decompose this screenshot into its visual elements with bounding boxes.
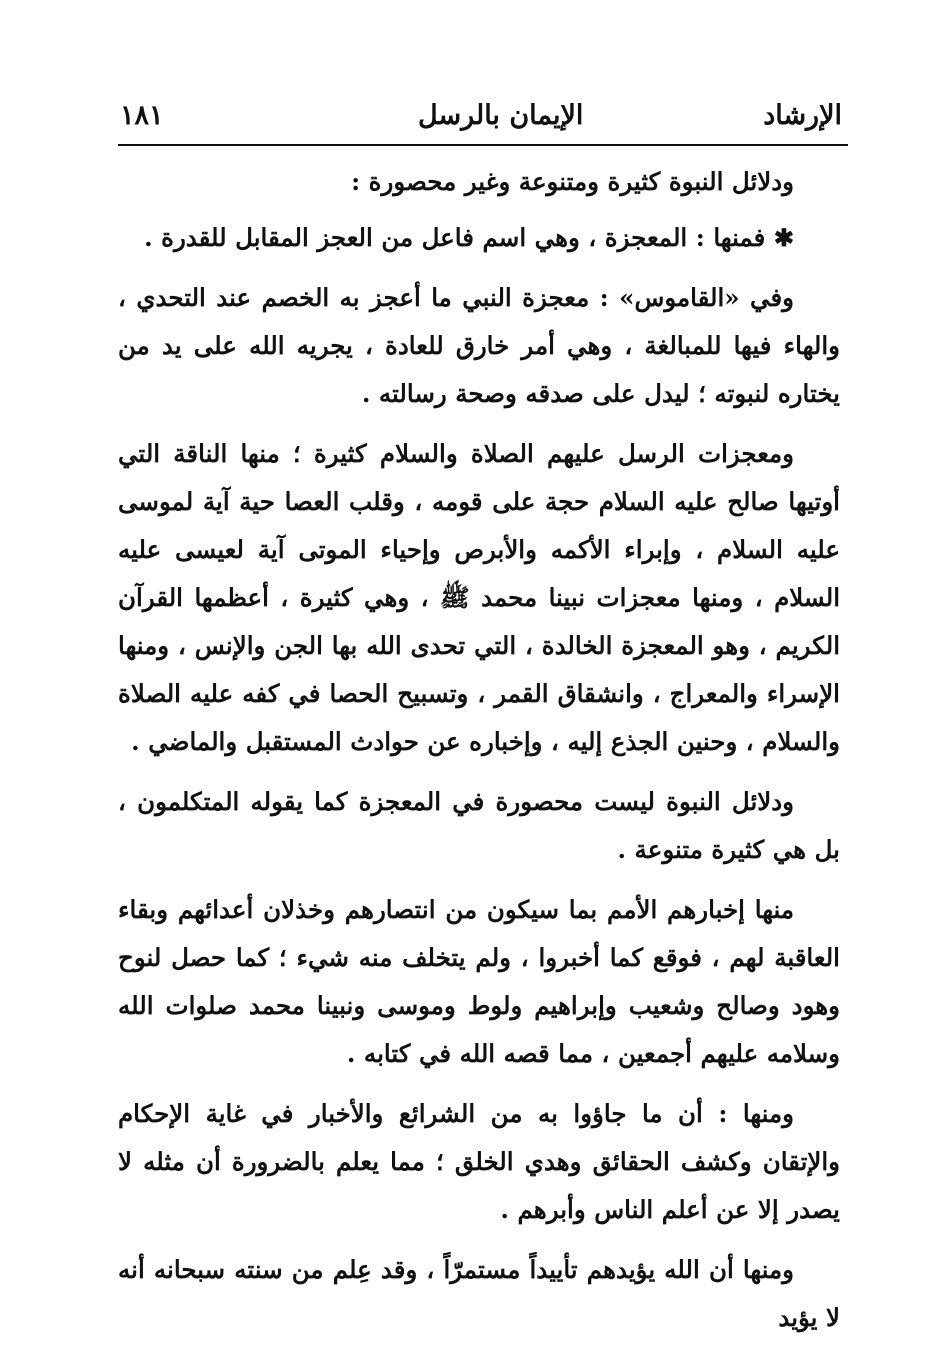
paragraph: ودلائل النبوة ليست محصورة في المعجزة كما يقوله المتكلمون ، بل هي كثيرة متنوعة . [118,787,840,864]
book-title: الإرشاد [763,100,842,131]
paragraph-text: فمنها : المعجزة ، وهي اسم فاعل من العجز المقابل للقدرة . [144,223,766,252]
main-text [118,158,840,1354]
paragraph [118,214,840,262]
paragraph: ومنها أن الله يؤيدهم تأييداً مستمرّاً ، وقد عِلم من سنته سبحانه أنه لا يؤيد [118,1255,840,1332]
paragraph: منها إخبارهم الأمم بما سيكون من انتصارهم وخذلان أعدائهم وبقاء العاقبة لهم ، فوقع كما أخبروا ، ولم يتخلف منه شيء ؛ كما حصل لنوح وهود وصالح وشعيب وإبراهيم ولوط وموسى ونبينا محمد صلوات الله وسلامه عليهم أجمعين ، مما قصه الله في كتابه . [118,895,840,1068]
chapter-title: الإيمان بالرسل [418,100,584,131]
page-number: ١٨١ [120,100,164,131]
paragraph: ودلائل النبوة كثيرة ومتنوعة وغير محصورة : [351,167,794,196]
page-header [118,92,848,146]
paragraph: وفي «القاموس» : معجزة النبي ما أعجز به الخصم عند التحدي ، والهاء فيها للمبالغة ، وهي أمر خارق للعادة ، يجريه الله على يد من يختاره لنبوته ؛ ليدل على صدقه وصحة رسالته . [118,283,840,408]
star-bullet-icon: ✱ [773,223,794,252]
paragraph: ومنها : أن ما جاؤوا به من الشرائع والأخبار في غاية الإحكام والإتقان وكشف الحقائق وهدي الخلق ؛ مما يعلم بالضرورة أن مثله لا يصدر إلا عن أعلم الناس وأبرهم . [118,1099,840,1224]
paragraph: ومعجزات الرسل عليهم الصلاة والسلام كثيرة ؛ منها الناقة التي أوتيها صالح عليه السلام حجة على قومه ، وقلب العصا حية آية لموسى عليه السلام ، وإبراء الأكمه والأبرص وإحياء الموتى آية لعيسى عليه السلام ، ومنها معجزات نبينا محمد ﷺ ، وهي كثيرة ، أعظمها القرآن الكريم ، وهو المعجزة الخالدة ، التي تحدى الله بها الجن والإنس ، ومنها الإسراء والمعراج ، وانشقاق القمر ، وتسبيح الحصا في كفه عليه الصلاة والسلام ، وحنين الجذع إليه ، وإخباره عن حوادث المستقبل والماضي . [118,439,840,756]
